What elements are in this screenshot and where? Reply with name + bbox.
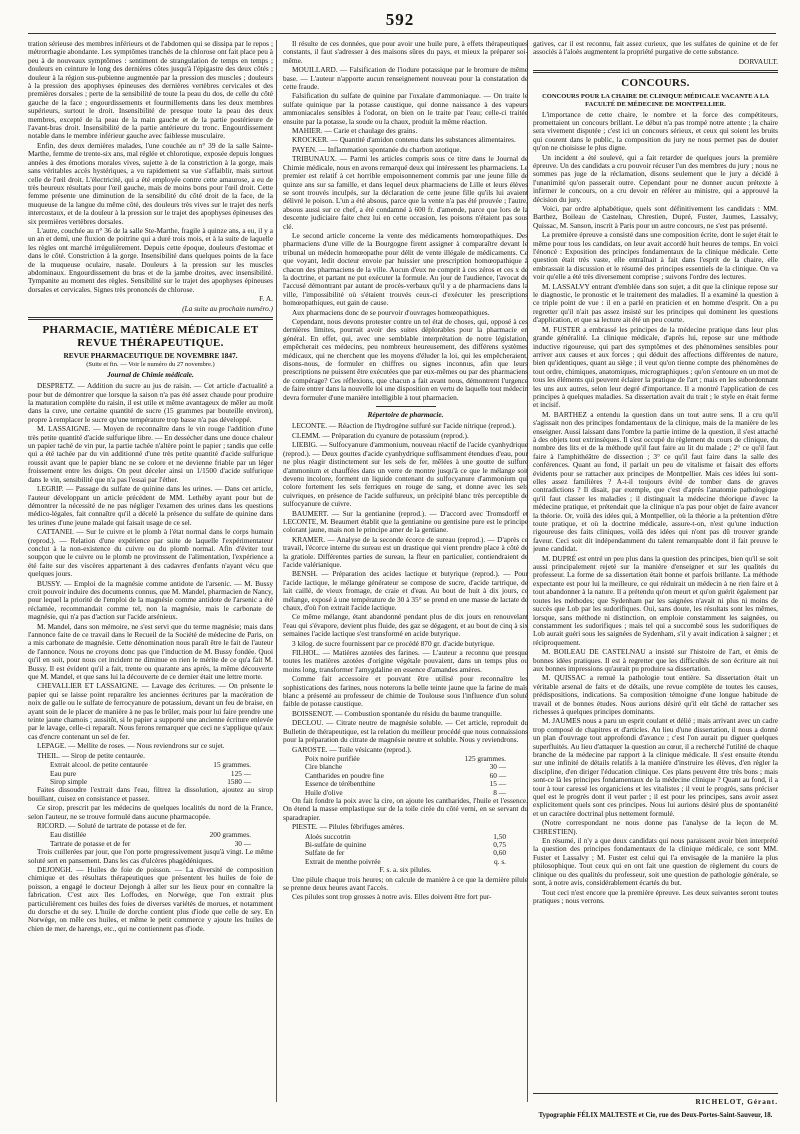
recipe-line: Aloès succotrin 1,50 — [305, 831, 506, 841]
paragraph: DEJONGH. — Huiles de foie de poisson. — La diversité de composition chimique et des résultats thérapeutiques que présentent les huiles de foie de poisson, a engagé le docteur Dejongh à aller sur les lieux pour en connaître la fabrication. C'est aux îles Loffodes, en Norwège, que l'on extrait plus particulièrement ces huiles des foies de diverses variétés de morues, et notamment du dorsche et du sey. L'huile de dorche contient plus d'iode que celle de sey. En Norwège, on mêle ces huiles, et même le petit commerce y ajoute les huiles de chien de mer, de harengs, etc., qui ne contiennent pas d'iode. — [28, 864, 273, 933]
signature: F. A. — [259, 294, 273, 304]
paragraph: (Notre correspondant ne nous donne pas l'analyse de la leçon de M. CHRESTIEN). — [533, 818, 778, 836]
recipe-line: Eau pure 125 — — [50, 768, 251, 778]
paragraph: Cependant, nous devons protester contre un tel état de choses, qui, opposé à ces dernières limites, pourrait avoir des suites déplorables pour la pharmacie en général. En effet, qui, avec une semblable interprétation de notre législation, empêcherait ces médecins, peu nombreux heureusement, des différens systèmes médicaux, qui ne cherchent que les moyens d'éluder la loi, qui les empêcheraient, disons-nous, de formuler en chiffres ou signes inconnus, afin que leurs prescriptions ne puissent être exécutées que par eux-mêmes ou par des pharmaciens de compérage? Ces réflexions, que chacun a fait avant nous, démontrent l'urgence de faire entrer dans la nouvelle loi une disposition en vertu de laquelle tout médecin devra formuler d'une manière intelligible à tout pharmacien. — [283, 317, 528, 402]
paragraph: Aux pharmaciens donc de se pourvoir d'ouvrages homœopathiques. — [292, 307, 490, 317]
paragraph: BENSH. — Préparation des acides lactique et butyrique (reprod.). — Pour l'acide lactique, le mélange générateur se compose de sucre, d'acide tartrique, de lait caillé, de vieux fromage, de craie et d'eau. Au bout de huit à dix jours, ce mélange, exposé à une température de 30 à 35° se prend en une masse de lactate de chaux, d'où l'on extrait l'acide lactique. — [283, 569, 528, 612]
paragraph: PAYEN. — Inflammation spontanée du charbon azotique. — [292, 144, 462, 154]
paragraph: BUSSY. — Emploi de la magnésie comme antidote de l'arsenic. — M. Bussy croit pouvoir induire des documents connus, que M. Mandel, pharmacien de Nancy, pour lequel la priorité de l'emploi de la magnésie comme antidote de l'arsenic a été réclamée, recommandait comme tel, non la magnésie, mais le carbonate de magnésie, qui n'a pas d'action sur l'acide arsénieux. — [28, 578, 273, 622]
paragraph: La première épreuve a consisté dans une composition écrite, dont le sujet était le même pour tous les candidats, on leur avait accordé huit heures de temps. En voici l'énoncé : Exposition des principes fondamentaux de la clinique médicale. Cette question était très vaste, elle entraînait à fait dans l'esprit de la chaire, elle embrassait la discussion et le résumé des principes essentiels de la clinique. On va voir qu'elle a été très diversement comprise ; suivons l'ordre des lectures. — [533, 230, 778, 282]
paragraph: DESPRETZ. — Addition du sucre au jus de raisin. — Cet article d'actualité a pour but de démontrer que lorsque la saison n'a pas été assez chaude pour produire la maturation complète du raisin, il est utile et même avantageux de mêler au moût dans la cuve, une certaine quantité de sucre (15 grammes par bouteille environ), propre à remplacer le sucre qu'une température trop basse n'a pas développé. — [28, 381, 273, 424]
short-rule — [376, 406, 436, 407]
paragraph: M. LASSAIGNE. — Moyen de reconnaître dans le vin rouge l'addition d'une très petite quantité d'acide sulfurique libre. — En dessécher dans une douce chaleur un papier taché de vin pur, la partie tachée n'altère point le papier ; tandis que celle qui a été tachée par du vin additionné d'une très petite quantité d'acide sulfurique roussit avant que le papier blanc ne se colore et ne devienne friable par un léger froissement entre les doigts. On peut déceler ainsi un 1/1500 d'acide sulfurique dans le vin, sensibilité que n'a pas l'essai par l'éther. — [28, 424, 273, 484]
paragraph: Falsification du sulfate de quinine par l'oxalate d'ammoniaque. — On traite le sulfate quinique par la potasse caustique, qui donne naissance à des vapeurs ammoniacales sensibles à l'odorat, on bien on le traite par l'eau; celle-ci traitée ensuite par la potasse, la soude ou la chaux, produit la même réaction. — [283, 91, 528, 126]
paragraph: M. BOILEAU DE CASTELNAU a insisté sur l'histoire de l'art, et émis de bonnes idées pratiques. Il est à regretter que les difficultés de son écriture ait nui aux bonnes impressions qu'aurait pu produire sa dissertation. — [533, 647, 778, 673]
paragraph: M. Mandel, dans son mémoire, ne s'est servi que du terme magnésie; mais dans l'annonce faite de ce travail dans le Recueil de la Société de médecine de Paris, on a mis carbonate de magnésie. Cette dénomination nous paraît être le fait de l'auteur de l'annonce. Nous ne croyons donc pas que l'induction de M. Bussy fondée. Quoi qu'il en soit, pour nous cet incident ne diminue en rien le mérite de ce qu'a fait M. Bussy. Il est évident qu'il a fait, trente ou quarante ans après, la même découverte que M. Mandel, et que sans lui la découverte de ce dernier était une lettre morte. — [28, 621, 273, 682]
paragraph: LEGRIP. — Passage du sulfate de quinine dans les urines. — Dans cet article, l'auteur développant un article précédent de MM. Lethéby ayant pour but de démontrer la nécessité de ne pas négliger l'examen des urines dans les questions médico-légales, fait connaître qu'il a décelé la présence du sulfate de quinine dans les urines d'une jeune malade qui faisait usage de ce sel. — [28, 484, 273, 527]
recipe-line: Sirop simple 1580 — — [50, 776, 251, 786]
journal-title: Journal de Chimie médicale. — [107, 369, 194, 379]
recipe-line: Tartrate de potasse et de fer 30 — — [50, 838, 251, 848]
paragraph: GAROSTE. — Toile vésicante (reprod.). — [292, 744, 412, 754]
subsection-title: REVUE PHARMACEUTIQUE DE NOVEMBRE 1847. — [63, 351, 238, 360]
paragraph: M. DUPRÉ est entré un peu plus dans la question des principes, bien qu'il se soit aussi principalement rejeté sur la manière d'enseigner et sur les qualités du professeur. La forme de sa dissertation était bonne et parfois brillante. La méthode expectante est pour lui la meilleure, ce qui réduirait un médecin à ne rien faire et à tout abandonner à la nature. Il a prétendu qu'on meurt et qu'on guérit également par toutes les méthodes; que Sydenham par les saignées n'avait ni plus ni moins de succès que Lob par les sudorifiques. Oui, sans doute, les résultats sont les mêmes, lorsque, sans méthode ni distinction, on emploie constamment les saignées, ou constamment les sudorifiques ; mais tel qui a succombé sous les sudorifiques de Lob aurait guéri sous les saignées de Sydenham, s'il y avait indication à saigner ; et réciproquement. — [533, 553, 778, 647]
paragraph: M. QUISSAC a remué la pathologie tout entière. Sa dissertation était un véritable arsenal de faits et de détails, une revue complète de toutes les causes, prédispositions, indications. Sa composition témoigne d'une longue habitude de travail et de bonnes études. Nous aurions désiré qu'il eût tâché de rattacher ses richesses à quelques principes dominants. — [533, 673, 778, 716]
paragraph: M. FUSTER a embrassé les principes de la médecine pratique dans leur plus grande généralité. La clinique médicale, d'après lui, repose sur une méthode inductive rigoureuse, qui part des symptômes et des phénomènes sensibles pour arriver aux causes et aux forces ; qui déduit des affections différentes de nature, bien qu'identiques, quant au siège ; il veut qu'on tienne compte des phénomènes de tout ordre, chimiques, anatomiques, micrographiques ; qu'on s'entoure en un mot de tous les éléments qui peuvent éclairer la pratique de l'art ; mais en les subordonnant les uns aux autres, selon leur degré d'importance. Il a montré l'application de ces principes à quelques maladies. Sa dissertation avait du trait ; le style en était ferme et incisif. — [533, 324, 778, 410]
section-rule — [533, 70, 778, 73]
subsection-title: CONCOURS POUR LA CHAIRE DE CLINIQUE MÉDICALE VACANTE A LA FACULTÉ DE MÉDECINE DE MONTPELLIER. — [542, 92, 769, 109]
paragraph: MAHIER. — Carie et chaulage des grains. — [292, 126, 418, 136]
recipe-line: Cantharides en poudre fine 60 — — [305, 770, 506, 780]
continuation-note: (La suite au prochain numéro.) — [182, 303, 273, 313]
paragraph: Comme fait accessoire et pouvant être utilisé pour reconnaître les sophistications des farines, nous noterons la belle teinte jaune que la farine de maïs blanc a présenté au professeur de chimie de Toulouse sous l'influence d'un soluté faible de potasse caustique. — [283, 674, 528, 709]
column-separator — [276, 40, 277, 1102]
paragraph: FILHOL. — Matières azotées des farines. — L'auteur a reconnu que presque toutes les matières azotées d'origine végétale pouvaient, dans un temps plus ou moins long, transformer l'amygdaline en essence d'amandes amères. — [283, 648, 528, 674]
repertoire-title: Répertoire de pharmacie. — [367, 410, 444, 420]
paragraph: CLEMM. — Préparation du cyanure de potassium (reprod.). — [292, 430, 469, 440]
paragraph: CATTANEI. — Sur le cuivre et le plomb à l'état normal dans le corps humain (reprod.). — Relation d'une expérience par suite de laquelle l'expérimentateur conclut à la non-existence du cuivre ou du plomb normal. Afin d'éviter tout soupçon que le cuivre ou le plomb ne provinssent de l'alimentation, l'expérience a été faite sur des viscères appartenant à des cadavres d'enfants n'ayant vécu que quelques jours. — [28, 527, 273, 579]
paragraph: Le second article concerne la vente des médicaments homœopathiques. Des pharmaciens d'une ville de la Bourgogne firent assigner à comparaître devant le tribunal un médecin homœopathe pour délit de vente illégale de médicaments. Ce que voyant, ledit docteur envoie par huissier une prescription homœopathique à chacun des pharmaciens de la ville. Aucun d'eux ne comprit à ces zéros et ces x de la doctrine, et partant ne put exécuter la formule. Au jour de l'audience, l'avocat de l'accusé démontrant par autant de procès-verbaux qu'il y a de pharmaciens dans la ville, l'impossibilité où s'étaient trouvés ceux-ci d'exécuter les prescriptions homœopathiques, eut gain de cause. — [283, 230, 528, 308]
top-rule — [28, 33, 776, 34]
paragraph: Ces pilules sont trop grosses à notre avis. Elles doivent être fort pur- — [292, 892, 492, 902]
paragraph: 3 kilog. de sucre fournissent par ce procédé 870 gr. d'acide butyrique. — [292, 638, 495, 648]
paragraph: Une pilule chaque trois heures; on calcule de manière à ce que la dernière pilule se prenne deux heures avant l'accès. — [283, 874, 528, 892]
subsection-note: (Suite et fin. — Voir le numéro du 27 novembre.) — [86, 361, 215, 369]
paragraph: Ce même mélange, étant abandonné pendant plus de dix jours en renouvelant l'eau qui s'évapore, devient plus fluide, des gaz se dégagent, et au bout de cinq à six semaines l'acide lactique s'est transformé en acide butyrique. — [283, 612, 528, 639]
paragraph: LIEBIG. — Sulfocyanure d'ammonium, nouveau réactif de l'acide cyanhydrique (reprod.). — Deux gouttes d'acide cyanhydrique suffisamment étendues d'eau, pour ne plus réagir distinctement sur les sels de fer, mêlées à une goutte de sulfure d'ammonium et chauffées dans un verre de montre jusqu'à ce que le mélange soit devenu incolore, forment un liquide contenant du sulfocyanure d'ammonium qui colore fortement les sels ferriques en rouge de sang, et donne avec les sels cuivriques, en présence de l'acide sulfureux, un précipité blanc très perceptible de sulfocyanure de cuivre. — [283, 440, 528, 509]
column-left — [28, 40, 273, 1110]
paragraph: KROCKER. — Quantité d'amidon contenu dans les substances alimentaires. — [292, 135, 516, 145]
paragraph: Voici, par ordre alphabétique, quels sont définitivement les candidats : MM. Barthez, Boileau de Castelnau, Chrestien, Dupré, Fuster, Jaumes, Lassalvy, Quissac, M. Sanson, inscrit à Paris pour un autre concours, ne s'est pas présenté. — [533, 204, 778, 230]
paragraph: CHEVALLIER ET LASSAIGNE. — Lavage des écritures. — On présente le papier qui se laisse point reparaître les anciennes écritures par la macération de noix de galle ou le sulfate de ferrocyanure de potassium, devant un feu de braise, en ayant soin de le placer de manière à ne pas le brûler, mais pour lui faire prendre une teinte jaune chamois ; aussitôt, si le papier a supporté une ancienne écriture enlevée par le lavage, celle-ci reparaît. Nous ferons remarquer que ceci ne s'applique qu'aux cas d'encre contenant un sel de fer. — [28, 681, 273, 741]
signature: DORVAULT. — [738, 56, 778, 66]
recipe-line: Eau distillée 200 grammes. — [50, 830, 251, 840]
paragraph: L'autre, couchée au n° 36 de la salle Ste-Marthe, fragile à quinze ans, a eu, il y a un an et demi, une fluxion de poitrine qui a duré trois mois, et à la suite de laquelle les règles ont marché irrégulièrement. Depuis cette époque, douleurs d'estomac et dans le côté. Constriction à la gorge. Insensibilité dans quelques points de la face de la muqueuse oculaire, nasale. Douleurs à la pression sur les muscles abdominaux. Engourdissement du bras et de la jambe droites, avec insensibilité. Tympanite au moment des règles. Sensibilité sur le trajet des apophyses épineuses dorsales et cervicales. Signes très prononcés de chlorose. — [28, 225, 273, 294]
recipe-line: Poix noire purifiée 125 grammes. — [305, 753, 506, 763]
page-number: 592 — [385, 10, 415, 29]
printer-line: Typographie FÉLIX MALTESTE et Cie, rue des Deux-Portes-Saint-Sauveur, 18. — [538, 1112, 773, 1119]
section-title: PHARMACIE, MATIÈRE MÉDICALE ET REVUE THÉRAPEUTIQUE. — [42, 324, 259, 349]
paragraph: gatives, car il est reconnu, fait assez curieux, que les sulfates de quinine et de fer associés à l'aloès augmentent la propriété purgative de cette substance. — [533, 40, 778, 57]
recipe-line: Sulfate de fer 0,60 — [305, 848, 506, 858]
paragraph: On fait fondre la poix avec la cire, on ajoute les cantharides, l'huile et l'essence. On étend la masse emplastique sur de la toile cirée du côté verni, en se servant du sparadrapier. — [283, 795, 528, 822]
paragraph: KRAMER. — Analyse de la seconde écorce de sureau (reprod.). — D'après ce travail, l'écorce interne du sureau est un drastique qui vient prendre place à côté de la gratiole. Différentes parties de sureau, la fleur en particulier, contiendraient de l'acide valérianique. — [283, 534, 528, 569]
recipe-line: Huile d'olive 8 — — [305, 787, 506, 797]
paragraph: THEIL. — Sirop de petite centaurée. — [37, 750, 145, 760]
paragraph: TRIBUNAUX. — Parmi les articles compris sous ce titre dans le Journal de Chimie médicale, nous en avons remarqué deux qui intéressent les pharmaciens. Le premier est relatif à cet horrible empoisonnement commis par une jeune fille de quinze ans sur sa famille, et dans lequel deux pharmaciens de Lille et leurs élèves se sont trouvés inculpés, sur la déclaration de cette jeune fille qu'ils lui avaient délivré le poison. L'un a été absous, parce que la vente n'a pas été prouvée ; l'autre, absous aussi sur ce chef, a été condamné à 600 fr. d'amende, parce que lors de la descente judiciaire faite chez lui en cette occasion, les poisons n'étaient pas sous clé. — [283, 154, 528, 231]
paragraph: Ce sirop, prescrit par les médecins de quelques localités du nord de la France, selon l'auteur, ne se trouve formulé dans aucune pharmacopée. — [28, 803, 273, 821]
footer-rule — [533, 1093, 778, 1094]
paragraph: M. LASSALVY entrant d'emblée dans son sujet, a dit que la clinique repose sur le diagnostic, le pronostic et le traitement des maladies. Il a examiné la question à ce triple point de vue : il en a parlé en praticien et en homme d'esprit. On a pu regretter qu'il n'ait pas assez insisté sur les principes qui dominent les questions d'application, et que sa lecture ait été un peu courte. — [533, 281, 778, 325]
paragraph: MOUILLARD. — Falsification de l'iodure potassique par le bromure de même base. — L'auteur n'apporte aucun renseignement nouveau pour la constatation de cette fraude. — [283, 65, 528, 92]
paragraph: M. BARTHEZ a entendu la question dans un tout autre sens. Il a cru qu'il s'agissait non des principes fondamentaux de la clinique, mais de la manière de les enseigner. Aussi laissant dans l'ombre la partie intime de la question, il s'est attaché à des objets tout extrinsèques. Il s'est occupé du règlement du cours de clinique, du nombre des lits et de la méthode qu'il faut faire au lit du malade ; 2° ce qu'il faut faire à l'amphithéâtre de dissection ; 3° ce qu'il faut faire dans la salle des conférences. Quant au fond, il parlait un peu de vitalisme et faisait des efforts évidents pour se rattacher aux principes de Montpellier. Mais ces idées lui sont-elles assez familières ? A-t-il toujours évité de tomber dans de graves contradictions ? Il disait, par exemple, que c'est d'après l'anatomie pathologique qu'il faut classer les maladies ; il distinguait la médecine théorique d'avec la médecine pratique, et prétendait que la clinique n'a pas pour objet de faire avancer la théorie. Or, voilà des idées qui, à Montpellier, où la théorie a la prétention d'être toute pratique, et où la doctrine médicale, assure-t-on, n'est qu'une induction rigoureuse des faits cliniques, voilà des idées qui n'ont pas dû trouver grande faveur. Ceci soit dit indépendamment du talent remarquable dont il fait preuve le jeune candidat. — [533, 409, 778, 554]
gerant-signature: RICHELOT, Gérant. — [695, 1098, 778, 1106]
paragraph: Il résulte de ces données, que pour avoir une huile pure, à effets thérapeutiques constants, il faut s'adresser à des maisons sûres du pays, et mieux la préparer soi-même. — [283, 40, 528, 65]
recipe-line: Cire blanche 30 — — [305, 762, 506, 772]
paragraph: Trois cuillerées par jour, que l'on porte progressivement jusqu'à vingt. Le même soluté sert en pansement. Dans les cas d'ulcères phagédéniques. — [28, 847, 273, 865]
paragraph: Un incident a été soulevé, qui a fait retarder de quelques jours la première épreuve. Un des candidats a cru pouvoir récuser l'un des membres du jury ; nous ne sommes pas juge de la réclamation, disons seulement que le jury a décidé à l'unanimité qu'on passerait outre. Cependant pour ne donner aucun prétexte à infirmer le concours, on a cru devoir en référer au ministre, qui a approuvé la décision du jury. — [533, 152, 778, 204]
recipe-line: Essence de térébenthine 15 — — [305, 779, 506, 789]
paragraph: DECLOU. — Citrate neutre de magnésie soluble. — Cet article, reproduit du Bulletin de thérapeutique, est la relation du meilleur procédé que nous connaissions pour la préparation du citrate de magnésie neutre et soluble. Nous y reviendrons. — [283, 718, 528, 745]
paragraph: Enfin, des deux dernières malades, l'une couchée au n° 39 de la salle Sainte-Marthe, femme de trente-six ans, mal réglée et chlorotique, exposée depuis longues années à des émotions morales vives, sujette à de la constriction à la gorge, mais sans véritables accès hystériques, a vu rapidement sa vue s'affaiblir, mais surtout celle de l'œil droit. L'électricité, qui a été employée contre cette amaurose, a eu de très heureux résultats pour l'œil gauche, mais de moins bons pour l'œil droit. Cette femme présente une diminution de la sensibilité du côté droit de la face, de la muqueuse de la langue du même côté, des douleurs très vives sur le trajet des nerfs intercostaux, et de la douleur à la pression sur le trajet des apophyses épineuses des six premières vertèbres dorsales. — [28, 140, 273, 226]
recipe-note: F. s. a. six pilules. — [379, 865, 432, 875]
paragraph: LEPAGE. — Mellite de roses. — Nous reviendrons sur ce sujet. — [37, 741, 225, 751]
paragraph: LECONTE. — Réaction de l'hydrogène sulfuré sur l'acide nitrique (reprod.). — [292, 421, 516, 431]
paragraph: tration sérieuse des membres inférieurs et de l'abdomen qui se dissipa par le repos ; métrorrhagie abondante. Les symptômes tranchés de la chlorose ont fait place peu à peu à de nouveaux symptômes : sentiment de strangulation de temps en temps ; douleurs en ceinture le long des dernières côtes jusqu'à l'épigastre des deux côtés ; douleur à la région sus-pubienne augmentée par la pression des muscles ; douleurs à la pression des apophyses épineuses des dernières vertèbres cervicales et des premières dorsales ; perte de la sensibilité de toute la peau du dos, de celle du côté gauche de la face ; engourdissements et fourmillements dans les deux membres supérieurs, surtout le droit. Insensibilité de presque toute la peau des deux membres, excepté de la peau de la main gauche et de la partie postérieure de l'avant-bras droit. Insensibilité de la partie antérieure du tronc. Engourdissement notable dans le membre inférieur gauche avec faiblesse musculaire. — [28, 40, 273, 141]
recipe-line: Bi-sulfate de quinine 0,75 — [305, 839, 506, 849]
paragraph: Tout ceci n'est encore que la première épreuve. Les deux suivantes seront toutes pratiques ; nous verrons. — [533, 887, 778, 905]
paragraph: PIESTE. — Pilules fébrifuges amères. — [292, 822, 405, 832]
recipe-line: Extrait de menthe poivrée q. s. — [305, 856, 506, 866]
paragraph: En résumé, il n'y a que deux candidats qui nous paraissent avoir bien interprété la question des principes fondamentaux de la clinique médicale, ce sont MM. Fuster et Lassalvy ; M. Fuster est celui qui l'a envisagée de la manière la plus philosophique. Tout ceux qui en ont fait une question de règlement du cours de clinique ou des qualités du professeur, soit une question de pathologie générale, se sont, à notre avis, considérablement écartés du but. — [533, 836, 778, 888]
section-title: CONCOURS. — [621, 77, 690, 90]
paragraph: L'importance de cette chaire, le nombre et la force des compétiteurs, promettaient un concours brillant. Le début n'a pas trompé notre attente ; la chaire sera vivement disputée ; c'est ici un concours sérieux, et ceux qui soient les bruits qui courent dans le public, la composition du jury ne nous permet pas de douter qu'on ne choisisse le plus digne. — [533, 109, 778, 153]
paragraph: BOISSENOT. — Combustion spontanée du résidu du baume tranquille. — [292, 708, 502, 718]
paragraph: Faites dissoudre l'extrait dans l'eau, filtrez la dissolution, ajoutez au sirop bouillant, cuisez en consistance et passez. — [28, 785, 273, 803]
paragraph: BAUMERT. — Sur la gentianine (reprod.). — D'accord avec Tromsdorff et LECONTE, M. Beaumert établit que la gentianine ou gentisine pure est le principe colorant jaune, mais non le principe amer de la gentiane. — [283, 508, 528, 535]
section-rule — [28, 317, 273, 320]
recipe-line: Extrait alcool. de petite centaurée 15 grammes. — [50, 760, 251, 770]
column-right — [533, 40, 778, 1085]
column-middle — [283, 40, 528, 1110]
paragraph: M. JAUMES nous a paru un esprit coulant et délié ; mais arrivant avec un cadre trop composé de chapitres et d'articles. Au lieu d'une dissertation, il nous a donné un plan d'ouvrage tout approfondi d'avance ; c'est l'on aurait pu diguer quelques superfluités. Au lieu d'attaquer la question au cœur, il a recherché l'utilité de chaque branche de la médecine par rapport à la clinique médicale. Il s'est ensuite étendu sur une infinité de détails relatifs à la manière d'instruire les élèves, d'en régler la discipline, d'en diriger l'éducation clinique. Ces plans peuvent être très bons ; mais sont-ce là les principes fondamentaux de la médecine clinique ? Quant au fond, il a tour à tour caressé les organiciens et les vitalistes ; il veut le progrès, sans préciser quel est le progrès dont il veut parler ; il est pour les principes, sans avoir assez explicitement quels sont ces principes. Nous lui aurions désiré plus de spontanéité et un caractère doctrinal plus nettement formulé. — [533, 716, 778, 818]
paragraph: RICORD. — Soluté de tartrate de potasse et de fer. — [37, 820, 187, 830]
